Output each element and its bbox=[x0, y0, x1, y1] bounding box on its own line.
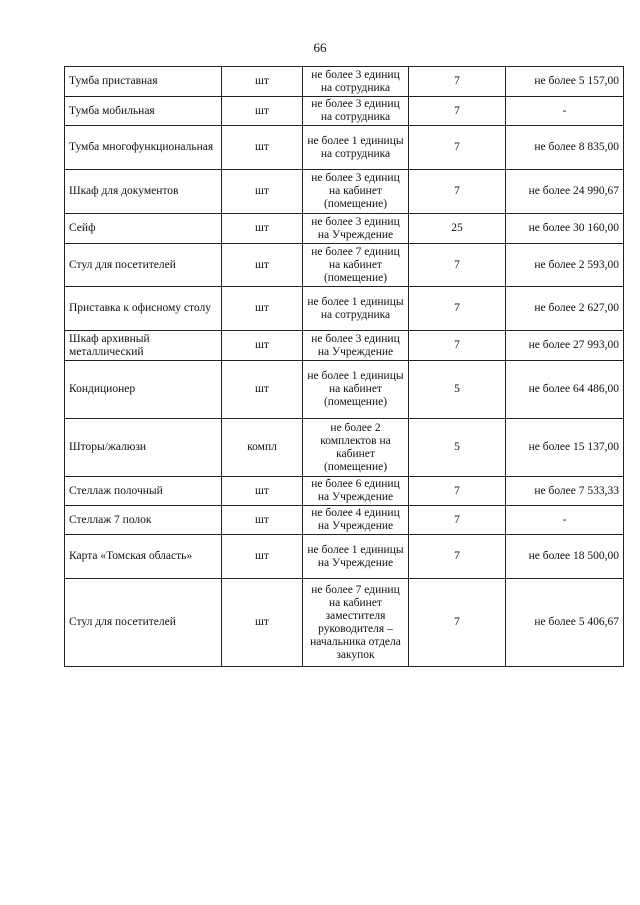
quantity-norm-cell: не более 1 единицы на сотрудника bbox=[303, 287, 409, 331]
table-row bbox=[65, 419, 624, 477]
unit-cell: шт bbox=[222, 244, 303, 287]
unit-cell: шт bbox=[222, 361, 303, 419]
table-row bbox=[65, 535, 624, 579]
price-cell: не более 5 406,67 bbox=[506, 579, 624, 667]
quantity-norm-cell: не более 1 единицы на Учреждение bbox=[303, 535, 409, 579]
service-life-cell: 7 bbox=[409, 287, 506, 331]
price-cell: не более 24 990,67 bbox=[506, 170, 624, 214]
item-name-cell: Тумба мобильная bbox=[65, 97, 222, 126]
quantity-norm-cell: не более 7 единиц на кабинет (помещение) bbox=[303, 244, 409, 287]
service-life-cell: 7 bbox=[409, 477, 506, 506]
item-name-cell: Шторы/жалюзи bbox=[65, 419, 222, 477]
quantity-norm-cell: не более 3 единиц на Учреждение bbox=[303, 214, 409, 244]
service-life-cell: 7 bbox=[409, 506, 506, 535]
table-row bbox=[65, 214, 624, 244]
quantity-norm-cell: не более 1 единицы на сотрудника bbox=[303, 126, 409, 170]
item-name-cell: Стеллаж полочный bbox=[65, 477, 222, 506]
item-name-cell: Шкаф архивный металлический bbox=[65, 331, 222, 361]
item-name-cell: Тумба приставная bbox=[65, 67, 222, 97]
table-row bbox=[65, 579, 624, 667]
price-cell: не более 2 627,00 bbox=[506, 287, 624, 331]
table-row bbox=[65, 361, 624, 419]
quantity-norm-cell: не более 7 единиц на кабинет заместителя руководителя – начальника отдела закупок bbox=[303, 579, 409, 667]
price-cell: не более 5 157,00 bbox=[506, 67, 624, 97]
service-life-cell: 7 bbox=[409, 170, 506, 214]
table-row bbox=[65, 170, 624, 214]
table-row bbox=[65, 244, 624, 287]
item-name-cell: Стул для посетителей bbox=[65, 244, 222, 287]
unit-cell: шт bbox=[222, 287, 303, 331]
quantity-norm-cell: не более 3 единиц на сотрудника bbox=[303, 67, 409, 97]
price-cell: не более 15 137,00 bbox=[506, 419, 624, 477]
table-row bbox=[65, 477, 624, 506]
item-name-cell: Приставка к офисному столу bbox=[65, 287, 222, 331]
item-name-cell: Стеллаж 7 полок bbox=[65, 506, 222, 535]
quantity-norm-cell: не более 3 единиц на кабинет (помещение) bbox=[303, 170, 409, 214]
service-life-cell: 5 bbox=[409, 419, 506, 477]
unit-cell: шт bbox=[222, 126, 303, 170]
unit-cell: шт bbox=[222, 579, 303, 667]
quantity-norm-cell: не более 1 единицы на кабинет (помещение) bbox=[303, 361, 409, 419]
item-name-cell: Стул для посетителей bbox=[65, 579, 222, 667]
service-life-cell: 7 bbox=[409, 67, 506, 97]
price-cell: не более 2 593,00 bbox=[506, 244, 624, 287]
furniture-norms-table bbox=[64, 66, 624, 667]
price-cell: не более 7 533,33 bbox=[506, 477, 624, 506]
price-cell: не более 18 500,00 bbox=[506, 535, 624, 579]
quantity-norm-cell: не более 3 единиц на сотрудника bbox=[303, 97, 409, 126]
price-cell: не более 27 993,00 bbox=[506, 331, 624, 361]
service-life-cell: 7 bbox=[409, 97, 506, 126]
item-name-cell: Карта «Томская область» bbox=[65, 535, 222, 579]
table-row bbox=[65, 287, 624, 331]
quantity-norm-cell: не более 6 единиц на Учреждение bbox=[303, 477, 409, 506]
service-life-cell: 7 bbox=[409, 331, 506, 361]
item-name-cell: Шкаф для документов bbox=[65, 170, 222, 214]
price-cell: не более 8 835,00 bbox=[506, 126, 624, 170]
service-life-cell: 7 bbox=[409, 244, 506, 287]
item-name-cell: Тумба многофункциональная bbox=[65, 126, 222, 170]
table-row bbox=[65, 506, 624, 535]
price-cell: - bbox=[506, 97, 624, 126]
quantity-norm-cell: не более 3 единиц на Учреждение bbox=[303, 331, 409, 361]
service-life-cell: 25 bbox=[409, 214, 506, 244]
service-life-cell: 7 bbox=[409, 579, 506, 667]
item-name-cell: Сейф bbox=[65, 214, 222, 244]
unit-cell: шт bbox=[222, 170, 303, 214]
unit-cell: компл bbox=[222, 419, 303, 477]
unit-cell: шт bbox=[222, 67, 303, 97]
quantity-norm-cell: не более 2 комплектов на кабинет (помещение) bbox=[303, 419, 409, 477]
table-row bbox=[65, 126, 624, 170]
service-life-cell: 7 bbox=[409, 126, 506, 170]
price-cell: - bbox=[506, 506, 624, 535]
price-cell: не более 64 486,00 bbox=[506, 361, 624, 419]
item-name-cell: Кондиционер bbox=[65, 361, 222, 419]
unit-cell: шт bbox=[222, 97, 303, 126]
service-life-cell: 5 bbox=[409, 361, 506, 419]
unit-cell: шт bbox=[222, 535, 303, 579]
table-row bbox=[65, 331, 624, 361]
quantity-norm-cell: не более 4 единиц на Учреждение bbox=[303, 506, 409, 535]
unit-cell: шт bbox=[222, 331, 303, 361]
table-row bbox=[65, 97, 624, 126]
page-number: 66 bbox=[313, 40, 327, 55]
unit-cell: шт bbox=[222, 477, 303, 506]
unit-cell: шт bbox=[222, 506, 303, 535]
price-cell: не более 30 160,00 bbox=[506, 214, 624, 244]
unit-cell: шт bbox=[222, 214, 303, 244]
table-row bbox=[65, 67, 624, 97]
service-life-cell: 7 bbox=[409, 535, 506, 579]
